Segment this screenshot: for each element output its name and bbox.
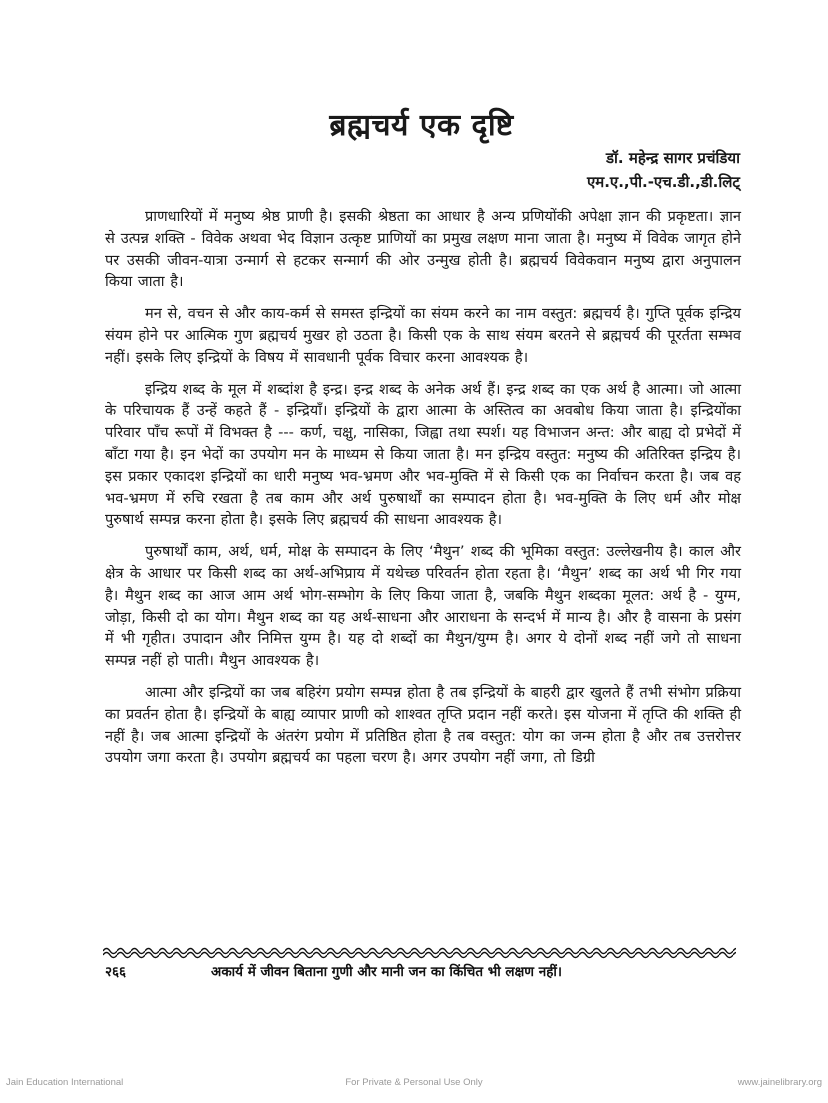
page-number: २६६ (105, 964, 127, 980)
paragraph: मन से, वचन से और काय-कर्म से समस्त इन्द्रियों का संयम करने का नाम वस्तुत: ब्रह्मचर्य है। गुप्ति पूर्वक इन्द्रिय संयम होने पर आत्मिक गुण ब्रह्मचर्य मुखर हो उठता है। किसी एक के साथ संयम बरतने से ब्रह्मचर्य की पूरर्तता सम्भव नहीं। इसके लिए इन्द्रियों के विषय में सावधानी पूर्वक विचार करना आवश्यक है। (105, 305, 741, 366)
page-title: ब्रह्मचर्य एक दृष्टि (329, 108, 514, 143)
author-block (587, 146, 740, 194)
footer-quote: अकार्य में जीवन बिताना गुणी और मानी जन का किंचित भी लक्षण नहीं। (211, 964, 562, 980)
paragraph: प्राणधारियों में मनुष्य श्रेष्ठ प्राणी है। इसकी श्रेष्ठता का आधार है अन्य प्रणियोंकी अपेक्षा ज्ञान की प्रकृष्टता। ज्ञान से उत्पन्न शक्ति - विवेक अथवा भेद विज्ञान उत्कृष्ट प्राणियों का प्रमुख लक्षण माना जाता है। मनुष्य में विवेक जागृत होने पर उसकी जीवन-यात्रा उन्मार्ग से हटकर सन्मार्ग की ओर उन्मुख होती है। ब्रह्मचर्य विवेकवान मनुष्य द्वारा अनुपालन किया जाता है। (105, 208, 741, 291)
author-name: डॉ. महेन्द्र सागर प्रचंडिया (606, 149, 740, 167)
watermark-url: www.jainelibrary.org (737, 1077, 822, 1088)
paragraph: आत्मा और इन्द्रियों का जब बहिरंग प्रयोग सम्पन्न होता है तब इन्द्रियों के बाहरी द्वार खुलते हैं तभी संभोग प्रक्रिया का प्रवर्तन होता है। इन्द्रियों के बाह्य व्यापार प्राणी को शाश्वत तृप्ति प्रदान नहीं करते। इस योजना में तृप्ति की शक्ति ही नहीं है। जब आत्मा इन्द्रियों के अंतरंग प्रयोग में प्रतिष्ठित होता है तब वस्तुत: योग का जन्म होता है और तब उत्तरोत्तर उपयोग जगा करता है। उपयोग ब्रह्मचर्य का पहला चरण है। अगर उपयोग नहीं जगा, तो डिग्री (105, 683, 741, 767)
paragraph: पुरुषार्थों काम, अर्थ, धर्म, मोक्ष के सम्पादन के लिए ‘मैथुन’ शब्द की भूमिका वस्तुत: उल्लेखनीय है। काल और क्षेत्र के आधार पर किसी शब्द का अर्थ-अभिप्राय में यथेच्छ परिवर्तन होता रहता है। ‘मैथुन’ शब्द का अर्थ भी गिर गया है। मैथुन शब्द का आज आम अर्थ भोग-सम्भोग के लिए किया जाता है, जबकि मैथुन शब्दका मूलत: अर्थ है - युग्म, जोड़ा, किसी दो का योग। मैथुन शब्द का यह अर्थ-साधना और आराधना के सन्दर्भ में मान्य है। और है वासना के प्रसंग में भी गृहीत। उपादान और निमित्त युग्म है। यह दो शब्दों का मैथुन/युग्म है। अगर ये दोनों शब्द नहीं जगे तो साधना सम्पन्न नहीं हो पाती। मैथुन आवश्यक है। (105, 543, 741, 670)
page-footer (105, 962, 741, 984)
article-body (105, 206, 741, 779)
author-degrees: एम.ए.,पी.-एच.डी.,डी.लिट् (586, 173, 740, 191)
paragraph: इन्द्रिय शब्द के मूल में शब्दांश है इन्द्र। इन्द्र शब्द के अनेक अर्थ हैं। इन्द्र शब्द का एक अर्थ है आत्मा। जो आत्मा के परिचायक हैं उन्हें कहते हैं - इन्द्रियाँ। इन्द्रियों के द्वारा आत्मा के अस्तित्व का अवबोध किया जाता है। इन्द्रियोंका परिवार पाँच रूपों में विभक्त है --- कर्ण, चक्षु, नासिका, जिह्वा तथा स्पर्श। यह विभाजन अन्त: और बाह्य दो प्रभेदों में बाँटा गया है। इन भेदों का उपयोग मन के माध्यम से किया जाता है। मन इन्द्रिय वस्तुत: मनुष्य की अतिरिक्त इन्द्रिय है। इस प्रकार एकादश इन्द्रियों का धारी मनुष्य भव-भ्रमण और भव-मुक्ति में से किसी एक का निर्वाचन करता है। जब वह भव-भ्रमण में रुचि रखता है तब काम और अर्थ पुरुषार्थों का सम्पादन होता है। भव-मुक्ति के लिए धर्म और मोक्ष पुरुषार्थ सम्पन्न करना होता है। इसके लिए ब्रह्मचर्य की साधना आवश्यक है। (105, 380, 741, 529)
watermark-usage-note: For Private & Personal Use Only (345, 1077, 483, 1088)
wavy-divider (103, 945, 736, 961)
watermark-publisher: Jain Education International (6, 1077, 124, 1088)
